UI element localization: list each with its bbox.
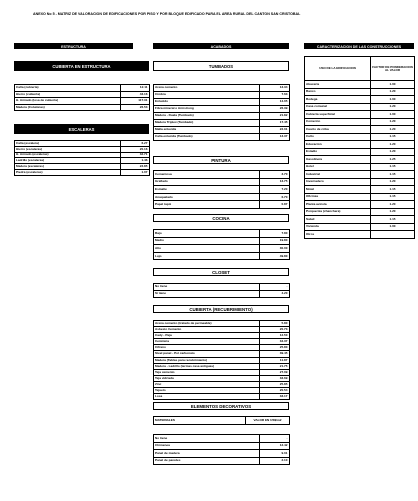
table-row	[305, 133, 415, 141]
row-label: Teja vidriada	[154, 375, 260, 381]
acabados-header: ACABADOS	[153, 43, 289, 49]
escaleras-header: ESCALERAS	[14, 124, 149, 134]
row-value: 20.16	[121, 146, 150, 152]
table-row	[305, 223, 415, 231]
table-row	[154, 186, 290, 194]
table-row	[305, 156, 415, 164]
table-row	[154, 284, 290, 291]
row-label: Cimbra	[154, 92, 260, 99]
table-row	[15, 104, 150, 111]
table-row	[305, 88, 415, 96]
cubierta-recubrimiento-header: CUBIERTA (RECUBRIMIENTO)	[153, 305, 289, 313]
table-row	[154, 237, 290, 245]
row-label: Industrial	[305, 171, 371, 179]
row-value: 1.20	[371, 201, 415, 209]
closet-header: CLOSET	[153, 268, 289, 276]
row-value: 21.75	[260, 363, 290, 369]
table-row	[305, 186, 415, 194]
row-label: Gasolinera	[305, 156, 371, 164]
factor-column-header: FACTOR DE PONDERACION AL VALOR	[371, 57, 415, 81]
row-label: Motel	[305, 186, 371, 194]
row-label: Bajo	[154, 230, 260, 238]
row-label: Oficinas	[305, 193, 371, 201]
row-value: 3.70	[260, 171, 290, 179]
row-label: Chimenea	[154, 442, 260, 450]
row-label: Panel de paredes	[154, 457, 260, 465]
table-row	[154, 171, 290, 179]
table-row	[154, 201, 290, 209]
row-value: 39.45	[260, 351, 290, 357]
caracterizacion-table	[304, 80, 415, 239]
row-label: Lujo	[154, 252, 260, 260]
row-label: Fibra mineral o Armstrong	[154, 106, 260, 113]
row-label: H. Armado (losa de cubierta)	[15, 98, 121, 105]
row-value: 1.20	[371, 178, 415, 186]
table-row	[305, 178, 415, 186]
row-label: Medio	[154, 237, 260, 245]
row-label: Madera (Tablas para recubrimiento)	[154, 357, 260, 363]
row-label: Madera (escaleras)	[15, 164, 121, 170]
table-row	[154, 127, 290, 134]
row-value: 21.82	[260, 113, 290, 120]
row-label: Casa comunal	[305, 103, 371, 111]
table-row	[154, 85, 290, 92]
table-row	[305, 171, 415, 179]
estructura-header: ESTRUCTURA	[14, 43, 133, 49]
row-label: Ladrillo (escaleras)	[15, 158, 121, 164]
row-label: Si tiene	[154, 291, 260, 298]
row-label: Tejuelo	[154, 388, 260, 394]
row-label: Papel tapiz	[154, 201, 260, 209]
row-value: 1.25	[371, 156, 415, 164]
table-row	[15, 85, 150, 92]
table-row	[15, 98, 150, 105]
row-label: Vivienda	[305, 223, 371, 231]
row-value: 49.80	[260, 252, 290, 260]
uso-column-header: USO DE LA EDIFICACION	[305, 57, 371, 81]
row-value: 32.71	[121, 152, 150, 158]
row-label: Comercio	[305, 118, 371, 126]
row-value: 13.75	[260, 178, 290, 186]
row-label: Caña (cubierta)	[15, 85, 121, 92]
pintura-header: PINTURA	[153, 156, 289, 164]
table-row	[154, 291, 290, 298]
table-row	[305, 126, 415, 134]
row-label: Madera - Ladrillo (termas casa antiguas)	[154, 363, 260, 369]
row-value: 1.07	[121, 169, 150, 175]
cubierta-estructura-header: CUBIERTA EN ESTRUCTURA	[14, 61, 149, 71]
row-value: 14.05	[260, 99, 290, 106]
row-value: 9.01	[260, 450, 290, 458]
row-label: Culto	[305, 133, 371, 141]
tumbados-table	[153, 84, 290, 141]
row-value: 22.85	[121, 164, 150, 170]
row-value: 4.20	[260, 291, 290, 298]
row-label: Caña enlucida (Tumbado)	[154, 134, 260, 141]
row-label: Esmalte	[154, 186, 260, 194]
table-row	[15, 169, 150, 175]
table-row	[154, 99, 290, 106]
row-value: 34.37	[260, 339, 290, 345]
row-value: 2.10	[260, 457, 290, 465]
elementos-decorativos-header: ELEMENTOS DECORATIVOS	[153, 402, 289, 410]
row-label: Piedra (escaleras)	[15, 169, 121, 175]
escaleras-table	[14, 140, 150, 176]
table-row	[305, 231, 415, 239]
row-value: 30.00	[260, 245, 290, 253]
row-value: 1.15	[371, 216, 415, 224]
row-label: Banco	[305, 88, 371, 96]
row-label: Cerámica	[154, 339, 260, 345]
row-label: Hierro (escaleras)	[15, 146, 121, 152]
row-label: Bodega	[305, 96, 371, 104]
elementos-decorativos-table	[153, 434, 290, 465]
row-label: Steel panel - Pol carbonato	[154, 351, 260, 357]
table-row	[154, 106, 290, 113]
tumbados-header: TUMBADOS	[153, 61, 289, 71]
row-value: 1.15	[371, 163, 415, 171]
row-value: 26.53	[121, 104, 150, 111]
row-label: Malla enlucida	[154, 127, 260, 134]
row-value: 5.80	[260, 321, 290, 327]
table-row	[305, 118, 415, 126]
table-row	[154, 193, 290, 201]
row-value: 1.20	[371, 141, 415, 149]
table-row	[154, 450, 290, 458]
elementos-decorativos-column-row	[154, 417, 290, 425]
cocina-header: COCINA	[153, 214, 289, 222]
row-value: 1.20	[371, 103, 415, 111]
row-value: 117.31	[121, 98, 150, 105]
row-label: Zinc	[154, 381, 260, 387]
row-value	[371, 231, 415, 239]
row-value: -	[260, 435, 290, 443]
row-value: 1.00	[371, 81, 415, 89]
row-label: Anaquelado	[154, 193, 260, 201]
row-label: Cuarto de criba	[305, 126, 371, 134]
row-value: 1.20	[371, 208, 415, 216]
table-row	[305, 201, 415, 209]
row-value: 1.20	[371, 118, 415, 126]
row-label: Arena cemento	[154, 85, 260, 92]
table-row	[154, 245, 290, 253]
table-row	[154, 457, 290, 465]
closet-table	[153, 283, 290, 298]
table-row	[305, 103, 415, 111]
table-row	[305, 81, 415, 89]
row-label: Madera - Duela (Tumbado)	[154, 113, 260, 120]
row-value: 22.01	[260, 127, 290, 134]
table-row	[154, 178, 290, 186]
cubierta-estructura-table	[14, 84, 150, 111]
row-value: 13.34	[260, 85, 290, 92]
row-label: Invernadero	[305, 178, 371, 186]
row-value: 1.00	[371, 223, 415, 231]
table-row	[305, 216, 415, 224]
row-label: No tiene	[154, 435, 260, 443]
row-value: 6.70	[260, 193, 290, 201]
caracterizacion-columns	[304, 56, 415, 81]
row-label: Losa	[154, 394, 260, 400]
row-value: 1.00	[371, 96, 415, 104]
row-label: Hotel	[305, 163, 371, 171]
row-label: Cifrano	[154, 345, 260, 351]
valor-column-header: VALOR EN US$/m2	[246, 417, 290, 425]
row-value: 20.54	[260, 388, 290, 394]
row-label: Arena cemento (tratado de permeable)	[154, 321, 260, 327]
caracterizacion-column-row	[305, 57, 415, 81]
table-row	[154, 134, 290, 141]
row-label: Abacería	[305, 81, 371, 89]
row-label: Educación	[305, 141, 371, 149]
pintura-table	[153, 170, 290, 209]
table-row	[154, 394, 290, 400]
row-value: 1.15	[371, 171, 415, 179]
row-label: No tiene	[154, 284, 260, 291]
table-row	[305, 193, 415, 201]
table-row	[154, 435, 290, 443]
table-row	[305, 208, 415, 216]
row-value: 25.85	[260, 381, 290, 387]
row-value: 1.20	[371, 126, 415, 134]
row-value: 1.15	[371, 133, 415, 141]
row-value: 7.63	[260, 92, 290, 99]
row-value: 27.09	[260, 369, 290, 375]
row-value: 0.87	[260, 201, 290, 209]
row-label: Hierro (cubierta)	[15, 91, 121, 98]
row-label: Enlucido	[154, 99, 260, 106]
row-value: 33.17	[260, 394, 290, 400]
row-label: Madera Triplex (Tumbado)	[154, 120, 260, 127]
elementos-decorativos-columns	[153, 416, 290, 425]
row-label: Salud	[305, 216, 371, 224]
row-value: 20.73	[260, 327, 290, 333]
table-row	[305, 163, 415, 171]
row-label: Cady - Paja	[154, 333, 260, 339]
cubierta-recubrimiento-table	[153, 320, 290, 400]
row-value: 12.42	[260, 442, 290, 450]
row-value: 7.80	[260, 230, 290, 238]
row-label: Panel de madera	[154, 450, 260, 458]
row-label: Cubierta superficial	[305, 111, 371, 119]
row-value: 12.50	[260, 333, 290, 339]
row-label: Porqueriza (chanchera)	[305, 208, 371, 216]
row-value: 6.27	[121, 141, 150, 147]
table-row	[305, 111, 415, 119]
row-label: Asbesto Cemento	[154, 327, 260, 333]
row-value: 33.69	[260, 375, 290, 381]
row-value: 26.39	[260, 106, 290, 113]
row-label: Madera (Columnas)	[15, 104, 121, 111]
table-row	[154, 252, 290, 260]
row-label: Cementosa	[154, 171, 260, 179]
row-label: H. Armado (escaleras)	[15, 152, 121, 158]
row-label: Planta avícola	[305, 201, 371, 209]
cocina-table	[153, 229, 290, 260]
table-row	[154, 230, 290, 238]
row-label: Alto	[154, 245, 260, 253]
row-value: 1.20	[371, 88, 415, 96]
row-value: 13.37	[260, 134, 290, 141]
row-label: Estadio	[305, 148, 371, 156]
table-row	[305, 148, 415, 156]
row-label: Teja cemento	[154, 369, 260, 375]
document-title: ANEXO No 5 - MATRIZ DE VALORACION DE EDIFICACIONES POR PISO Y POR BLOQUE EDIFICADO PARA EL AREA RURAL DEL CANTON SAN CRISTOBAL	[33, 12, 301, 16]
row-value: -	[260, 284, 290, 291]
table-row	[154, 120, 290, 127]
row-value: 1.20	[371, 148, 415, 156]
row-value: 1.15	[371, 186, 415, 194]
table-row	[154, 113, 290, 120]
table-row	[305, 96, 415, 104]
table-row	[15, 91, 150, 98]
table-row	[305, 141, 415, 149]
caracterizacion-header: CARACTERIZACION DE LAS CONSTRUCCIONES	[304, 43, 414, 49]
row-label: Caña (escalera)	[15, 141, 121, 147]
row-value: 43.16	[121, 91, 150, 98]
row-value: 11.87	[260, 357, 290, 363]
table-row	[154, 442, 290, 450]
row-value: 1.00	[371, 111, 415, 119]
row-value: 25.80	[260, 345, 290, 351]
row-label: Grafiado	[154, 178, 260, 186]
row-value: 7.20	[260, 186, 290, 194]
row-value: 1.15	[371, 193, 415, 201]
materiales-column-header: MATERIALES	[154, 417, 246, 425]
row-value: 1.46	[121, 158, 150, 164]
row-label: Otros	[305, 231, 371, 239]
row-value: 19.80	[260, 237, 290, 245]
row-value: 17.45	[260, 120, 290, 127]
row-value: 12.11	[121, 85, 150, 92]
table-row	[154, 92, 290, 99]
